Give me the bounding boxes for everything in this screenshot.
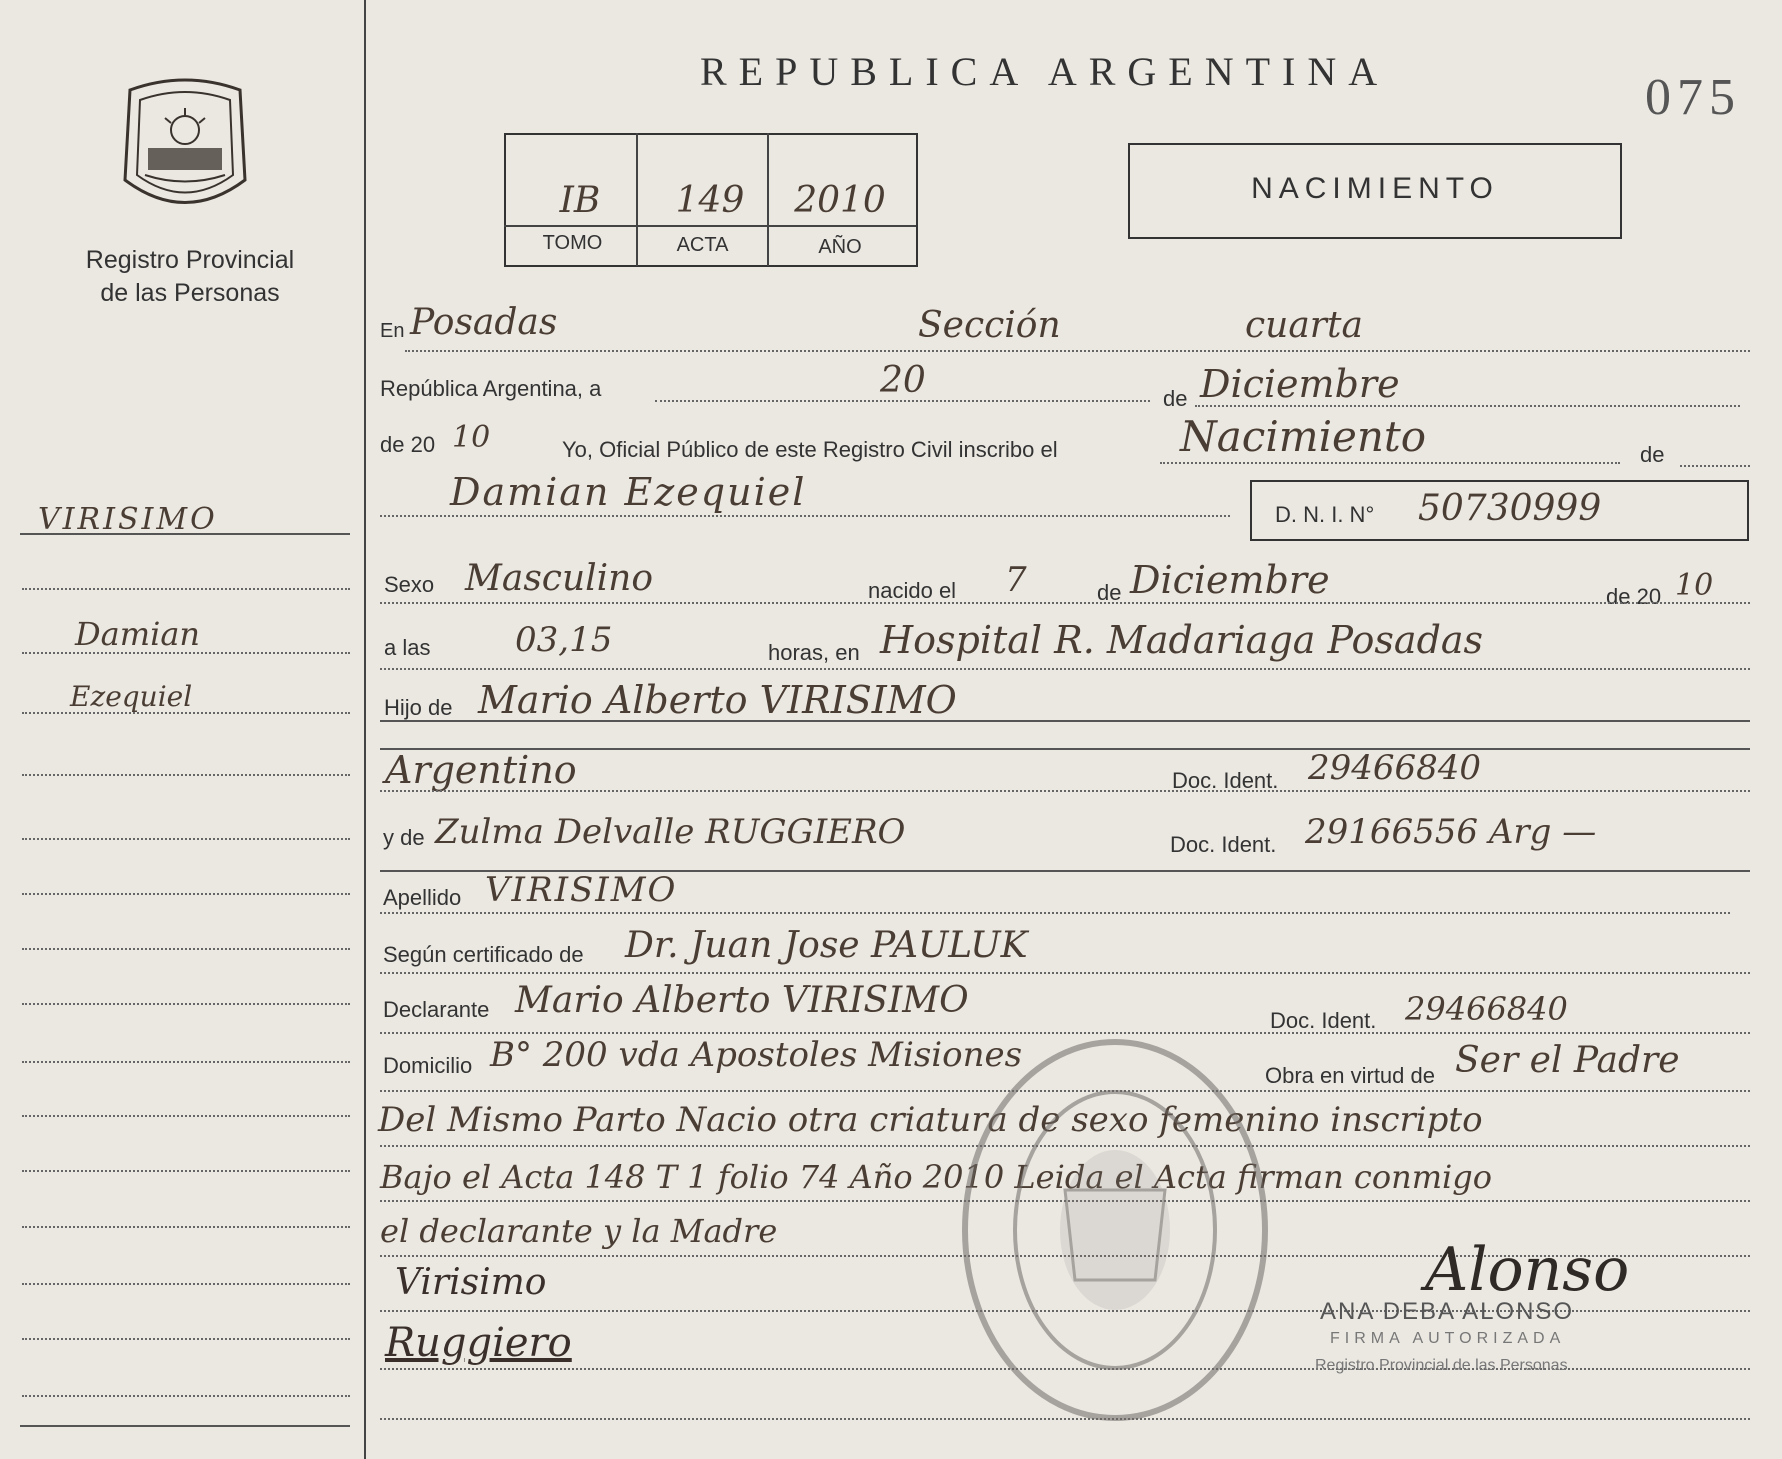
margin-surname-line: [20, 533, 350, 535]
margin-rule: [22, 893, 350, 895]
de-tail-label: de: [1640, 442, 1665, 467]
time-value: 03,15: [515, 620, 613, 660]
sexo-label: Sexo: [384, 572, 435, 597]
org-name-line2: de las Personas: [100, 279, 280, 307]
father-nationality-value: Argentino: [385, 748, 577, 792]
birth-day-value: 7: [1005, 560, 1027, 600]
event-value: Nacimiento: [1180, 412, 1427, 461]
acta-label: ACTA: [676, 234, 729, 256]
tomo-label: TOMO: [542, 232, 603, 254]
notes-line-2: Bajo el Acta 148 T 1 folio 74 Año 2010 Leida el Acta firman conmigo: [380, 1158, 1493, 1196]
form-line: [380, 748, 1750, 750]
de20-label: de 20: [380, 432, 436, 457]
yde-label: y de: [383, 825, 425, 850]
stamp-icon: [955, 1030, 1275, 1430]
province-seal: [110, 70, 260, 220]
record-type: NACIMIENTO: [1251, 172, 1499, 205]
obra-label: Obra en virtud de: [1265, 1063, 1435, 1088]
signature-official: Alonso: [1425, 1235, 1630, 1305]
margin-rule: [22, 1338, 350, 1340]
form-line: [405, 350, 1750, 352]
form-line: [380, 602, 1750, 604]
month-value: Diciembre: [1200, 362, 1400, 406]
apellido-label: Apellido: [383, 885, 462, 910]
tomo-value: IB: [559, 180, 601, 221]
margin-divider: [364, 0, 366, 1459]
republica-label: República Argentina, a: [380, 376, 602, 401]
domicilio-value: B° 200 vda Apostoles Misiones: [490, 1035, 1023, 1075]
form-line: [1160, 462, 1620, 464]
org-name-line1: Registro Provincial: [85, 246, 295, 274]
seal-icon: [110, 70, 260, 220]
form-line: [380, 912, 1730, 914]
country-title: REPUBLICA ARGENTINA: [700, 49, 1390, 94]
margin-rule: [22, 1395, 350, 1397]
official-stamp: [955, 1030, 1275, 1430]
nacido-label: nacido el: [868, 578, 957, 603]
form-line: [380, 668, 1750, 670]
margin-rule: [22, 838, 350, 840]
city-value: Posadas: [410, 302, 558, 343]
form-line: [380, 515, 1230, 517]
signature-father: Virisimo: [395, 1262, 547, 1303]
official-org: Registro Provincial de las Personas: [1315, 1357, 1568, 1374]
dni-label: D. N. I. N°: [1275, 502, 1375, 527]
de-label: de: [1163, 386, 1188, 411]
margin-rule: [22, 588, 350, 590]
mother-doc-value: 29166556 Arg —: [1305, 812, 1597, 852]
margin-given-name-2: Ezequiel: [70, 680, 193, 713]
obra-value: Ser el Padre: [1455, 1040, 1680, 1081]
margin-rule: [22, 712, 350, 714]
margin-rule: [22, 774, 350, 776]
notes-line-3: el declarante y la Madre: [380, 1212, 778, 1250]
form-line: [380, 972, 1750, 974]
ano-label: AÑO: [818, 236, 862, 258]
birth-year-suffix-value: 10: [1675, 568, 1714, 603]
margin-rule: [22, 1226, 350, 1228]
official-name: ANA DEBA ALONSO: [1320, 1298, 1575, 1325]
place-value: Hospital R. Madariaga Posadas: [880, 618, 1484, 662]
domicilio-label: Domicilio: [383, 1053, 473, 1078]
year-suffix-value: 10: [452, 420, 491, 455]
margin-given-name-1: Damian: [75, 615, 200, 653]
margin-rule: [22, 1115, 350, 1117]
apellido-value: VIRISIMO: [485, 870, 678, 910]
de-month-label: de: [1097, 580, 1122, 605]
father-doc-value: 29466840: [1308, 748, 1482, 788]
doc-ident-label: Doc. Ident.: [1172, 768, 1279, 793]
notes-line-1: Del Mismo Parto Nacio otra criatura de sexo femenino inscripto: [378, 1100, 1483, 1140]
father-value: Mario Alberto VIRISIMO: [478, 678, 957, 722]
birth-month-value: Diciembre: [1130, 558, 1330, 602]
form-line: [1195, 405, 1740, 407]
segun-label: Según certificado de: [383, 942, 584, 967]
declarante-value: Mario Alberto VIRISIMO: [515, 980, 969, 1021]
form-line: [380, 790, 1750, 792]
child-name-value: Damian Ezequiel: [450, 470, 807, 514]
horas-label: horas, en: [768, 640, 860, 665]
form-line: [1680, 465, 1750, 467]
en-label: En: [380, 320, 405, 342]
day-value: 20: [880, 360, 926, 401]
de20-birth-label: de 20: [1606, 584, 1662, 609]
oficial-text: Yo, Oficial Público de este Registro Civil inscribo el: [562, 437, 1058, 462]
margin-bottom-line: [20, 1425, 350, 1427]
sexo-value: Masculino: [465, 558, 654, 599]
alas-label: a las: [384, 635, 431, 660]
acta-value: 149: [675, 180, 745, 221]
margin-rule: [22, 1170, 350, 1172]
record-box-divider: [767, 133, 769, 266]
official-title: FIRMA AUTORIZADA: [1330, 1330, 1566, 1347]
section-value: Sección: [918, 305, 1061, 346]
declarante-doc-value: 29466840: [1405, 990, 1568, 1028]
record-box-divider: [636, 133, 638, 266]
certifier-value: Dr. Juan Jose PAULUK: [625, 925, 1028, 966]
section-number-value: cuarta: [1245, 305, 1363, 346]
record-box-rule: [504, 225, 916, 227]
margin-rule: [22, 1283, 350, 1285]
margin-rule: [22, 652, 350, 654]
hijo-label: Hijo de: [384, 695, 453, 720]
doc-ident-mother-label: Doc. Ident.: [1170, 832, 1277, 857]
margin-rule: [22, 1061, 350, 1063]
ano-value: 2010: [794, 180, 886, 221]
margin-surname: VIRISIMO: [38, 502, 218, 537]
page-number: 075: [1645, 69, 1741, 126]
margin-rule: [22, 1003, 350, 1005]
signature-mother: Ruggiero: [385, 1320, 572, 1366]
margin-rule: [22, 948, 350, 950]
dni-value: 50730999: [1418, 488, 1602, 529]
mother-value: Zulma Delvalle RUGGIERO: [435, 812, 906, 852]
declarante-label: Declarante: [383, 997, 490, 1022]
form-line: [380, 720, 1750, 722]
doc-ident-declarante-label: Doc. Ident.: [1270, 1008, 1377, 1033]
